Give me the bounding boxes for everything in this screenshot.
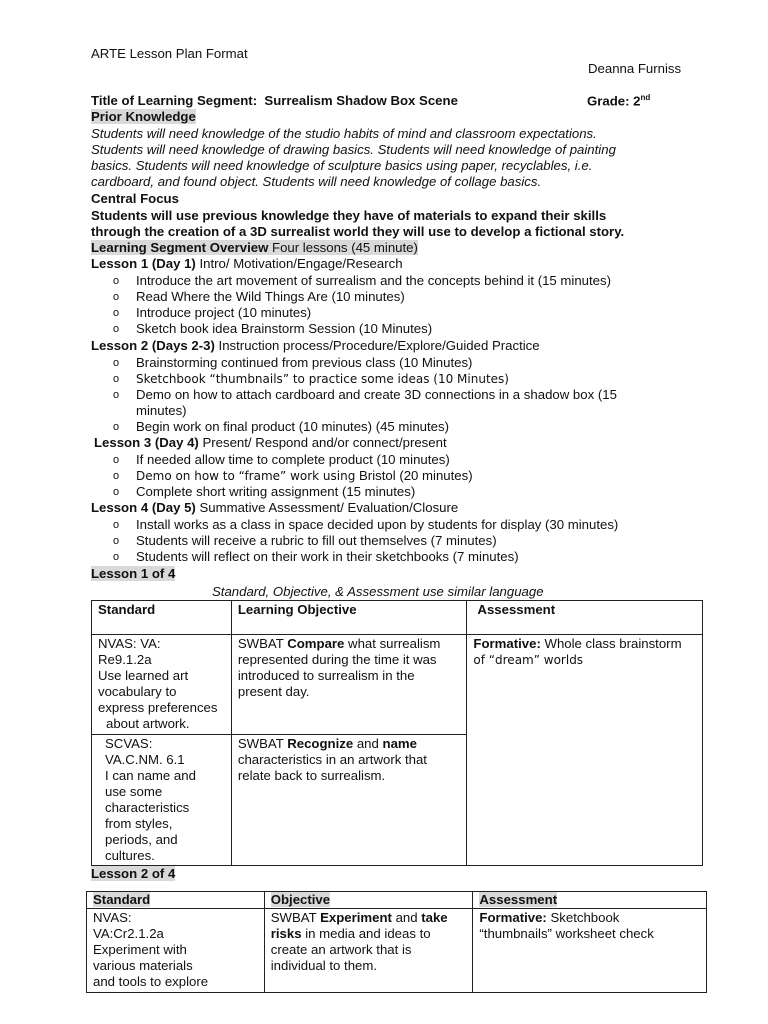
- bullet-icon: o: [113, 551, 120, 563]
- overview-note: Four lessons (45 minute): [272, 240, 418, 255]
- standard-cell: NVAS: VA:Cr2.1.2a Experiment with various materials and tools to explore: [87, 909, 265, 993]
- list-item: Begin work on final product (10 minutes) (45 minutes): [136, 419, 449, 434]
- objective-cell: SWBAT Compare what surrealism represented during the time it was introduced to surrealism in the present day.: [231, 635, 467, 735]
- bullet-icon: o: [113, 519, 120, 531]
- lesson-1-header: Lesson 1 (Day 1) Intro/ Motivation/Engage/Research: [91, 256, 403, 271]
- list-item: Demo on how to attach cardboard and create 3D connections in a shadow box (15: [136, 387, 617, 402]
- title-row: [91, 93, 458, 108]
- header-assessment: Assessment: [473, 892, 707, 909]
- assessment-cell: Formative: Whole class brainstorm of “dream” worlds: [467, 635, 703, 866]
- list-item: Demo on how to “frame” work using Bristol (20 minutes): [136, 468, 473, 483]
- grade-label: Grade: 2nd: [587, 93, 651, 109]
- lesson-4-header: Lesson 4 (Day 5) Summative Assessment/ Evaluation/Closure: [91, 500, 459, 515]
- bullet-icon: o: [113, 307, 120, 319]
- table-row: [92, 635, 703, 735]
- list-item: Sketchbook “thumbnails” to practice some ideas (10 Minutes): [136, 372, 509, 386]
- list-item: Brainstorming continued from previous class (10 Minutes): [136, 355, 473, 370]
- central-focus-line: Students will use previous knowledge they have of materials to expand their skills: [91, 208, 607, 223]
- table-header-row: [87, 892, 707, 909]
- bullet-icon: o: [113, 291, 120, 303]
- title-value: Surrealism Shadow Box Scene: [264, 93, 458, 108]
- lesson-1-of-4-heading: Lesson 1 of 4: [91, 566, 176, 581]
- header-standard: Standard: [87, 892, 265, 909]
- table-row: [87, 909, 707, 993]
- central-focus-line: through the creation of a 3D surrealist world they will use to develop a fictional story.: [91, 224, 625, 239]
- prior-knowledge-line: Students will need knowledge of the studio habits of mind and classroom expectations.: [91, 126, 597, 141]
- author-name: Deanna Furniss: [588, 61, 682, 76]
- objective-cell: SWBAT Experiment and take risks in media and ideas to create an artwork that is individual to them.: [264, 909, 473, 993]
- list-item: Students will receive a rubric to fill out themselves (7 minutes): [136, 533, 497, 548]
- bullet-icon: o: [113, 421, 120, 433]
- lesson-2-header: Lesson 2 (Days 2-3) Instruction process/Procedure/Explore/Guided Practice: [91, 338, 540, 353]
- list-item: Read Where the Wild Things Are (10 minutes): [136, 289, 405, 304]
- central-focus-heading: Central Focus: [91, 191, 179, 206]
- list-item: If needed allow time to complete product (10 minutes): [136, 452, 450, 467]
- prior-knowledge-line: basics. Students will need knowledge of sculpture basics using paper, recyclables, i.e.: [91, 158, 593, 173]
- list-item: Students will reflect on their work in their sketchbooks (7 minutes): [136, 549, 519, 564]
- list-item: Sketch book idea Brainstorm Session (10 Minutes): [136, 321, 433, 336]
- objective-cell: SWBAT Recognize and name characteristics in an artwork that relate back to surrealism.: [231, 735, 467, 866]
- bullet-icon: o: [113, 389, 120, 401]
- bullet-icon: o: [113, 470, 120, 482]
- header-standard: Standard: [92, 601, 232, 635]
- header-learning-objective: Learning Objective: [231, 601, 467, 635]
- bullet-icon: o: [113, 357, 120, 369]
- table-header-row: [92, 601, 703, 635]
- header-objective: Objective: [264, 892, 473, 909]
- bullet-icon: o: [113, 486, 120, 498]
- bullet-icon: o: [113, 535, 120, 547]
- standard-cell: SCVAS: VA.C.NM. 6.1 I can name and use some characteristics from styles, periods, and cultures.: [92, 735, 232, 866]
- list-item: Introduce project (10 minutes): [136, 305, 312, 320]
- title-label: Title of Learning Segment:: [91, 93, 258, 108]
- lesson-1-table: [91, 600, 703, 866]
- bullet-icon: o: [113, 323, 120, 335]
- bullet-icon: o: [113, 373, 120, 385]
- overview-line: [91, 240, 418, 256]
- prior-knowledge-heading: Prior Knowledge: [91, 109, 196, 124]
- format-label: ARTE Lesson Plan Format: [91, 46, 248, 61]
- overview-heading: Learning Segment Overview: [91, 240, 269, 255]
- assessment-cell: Formative: Sketchbook “thumbnails” worksheet check: [473, 909, 707, 993]
- list-item: Complete short writing assignment (15 minutes): [136, 484, 416, 499]
- list-item: Introduce the art movement of surrealism and the concepts behind it (15 minutes): [136, 273, 611, 288]
- lesson-2-table: [86, 891, 707, 993]
- lesson-2-of-4-heading: Lesson 2 of 4: [91, 866, 176, 881]
- list-item-continuation: minutes): [136, 403, 187, 418]
- list-item: Install works as a class in space decided upon by students for display (30 minutes): [136, 517, 619, 532]
- header-assessment: Assessment: [467, 601, 703, 635]
- bullet-icon: o: [113, 454, 120, 466]
- bullet-icon: o: [113, 275, 120, 287]
- prior-knowledge-line: Students will need knowledge of drawing basics. Students will need knowledge of painting: [91, 142, 616, 157]
- lesson-3-header: Lesson 3 (Day 4) Present/ Respond and/or connect/present: [94, 435, 447, 450]
- standard-cell: NVAS: VA: Re9.1.2a Use learned art vocabulary to express preferences about artwork.: [92, 635, 232, 735]
- prior-knowledge-line: cardboard, and found object. Students will need knowledge of collage basics.: [91, 174, 542, 189]
- table-caption: Standard, Objective, & Assessment use similar language: [212, 584, 544, 599]
